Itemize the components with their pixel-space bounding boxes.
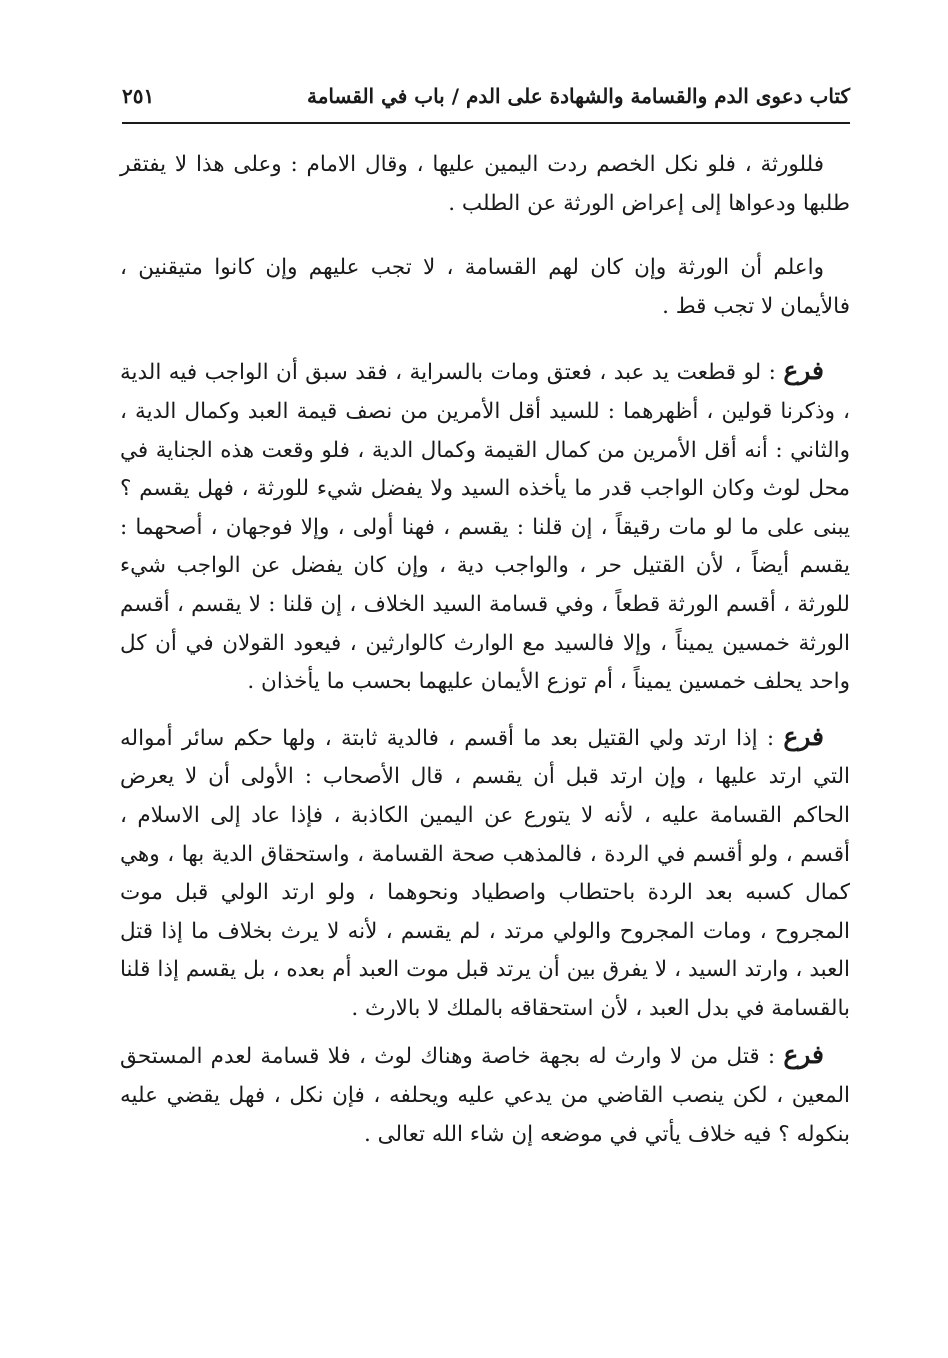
- paragraph-far: [120, 1036, 850, 1154]
- paragraph: [120, 249, 850, 326]
- paragraph-text: : لو قطعت يد عبد ، فعتق ومات بالسراية ، فقد سبق أن الواجب فيه الدية ، وذكرنا قولين ، أظهرهما : للسيد أقل الأمرين من نصف قيمة العبد وكمال الدية ، والثاني : أنه أقل الأمرين من كمال القيمة وكمال الدية ، فلو وقعت هذه الجناية في محل لوث وكان الواجب قدر ما يأخذه السيد ولا يفضل شيء للورثة ، فهل يقسم ؟ يبنى على ما لو مات رقيقاً ، إن قلنا : يقسم ، فهنا أولى ، وإلا فوجهان ، أصحهما : يقسم أيضاً ، لأن القتيل حر ، والواجب دية ، وإن كان يفضل عن الواجب شيء للورثة ، أقسم الورثة قطعاً ، وفي قسامة السيد الخلاف ، إن قلنا : لا يقسم ، أقسم الورثة خمسين يميناً ، وإلا فالسيد مع الوارث كالوارثين ، فيعود القولان في أن كل واحد يحلف خمسين يميناً ، أم توزع الأيمان عليهما بحسب ما يأخذان .: [120, 360, 850, 695]
- paragraph-far: [120, 718, 850, 1029]
- paragraph: [120, 146, 850, 223]
- page-body: [120, 146, 850, 1154]
- running-header: [122, 84, 850, 114]
- far-heading: فرع: [783, 1040, 824, 1070]
- far-heading: فرع: [783, 721, 824, 751]
- paragraph-text: فللورثة ، فلو نكل الخصم ردت اليمين عليها ، وقال الامام : وعلى هذا لا يفتقر طلبها ودعواها إلى إعراض الورثة عن الطلب .: [120, 152, 850, 216]
- page-number: ٢٥١: [122, 84, 155, 108]
- paragraph-text: : قتل من لا وارث له بجهة خاصة وهناك لوث ، فلا قسامة لعدم المستحق المعين ، لكن ينصب القاضي من يدعي عليه ويحلفه ، فإن نكل ، فهل يقضي عليه بنكوله ؟ فيه خلاف يأتي في موضعه إن شاء الله تعالى .: [120, 1044, 850, 1147]
- paragraph-far: [120, 352, 850, 701]
- paragraph-text: : إذا ارتد ولي القتيل بعد ما أقسم ، فالدية ثابتة ، ولها حكم سائر أمواله التي ارتد عليها ، وإن ارتد قبل أن يقسم ، قال الأصحاب : الأولى أن لا يعرض الحاكم القسامة عليه ، لأنه لا يتورع عن اليمين الكاذبة ، فإذا عاد إلى الاسلام ، أقسم ، ولو أقسم في الردة ، فالمذهب صحة القسامة ، واستحقاق الدية بها ، وهي كمال كسبه بعد الردة باحتطاب واصطياد ونحوهما ، ولو ارتد الولي قبل موت المجروح ، ومات المجروح والولي مرتد ، لم يقسم ، لأنه لا يرث بخلاف ما إذا قتل العبد ، وارتد السيد ، لا يفرق بين أن يرتد قبل موت العبد أم بعده ، بل يقسم إذا قلنا بالقسامة في بدل العبد ، لأن استحقاقه بالملك لا بالارث .: [120, 725, 850, 1021]
- running-title: كتاب دعوى الدم والقسامة والشهادة على الدم / باب في القسامة: [306, 84, 850, 108]
- far-heading: فرع: [783, 356, 824, 386]
- paragraph-text: واعلم أن الورثة وإن كان لهم القسامة ، لا تجب عليهم وإن كانوا متيقنين ، فالأيمان لا تجب قط .: [120, 255, 850, 319]
- header-divider: [122, 122, 850, 124]
